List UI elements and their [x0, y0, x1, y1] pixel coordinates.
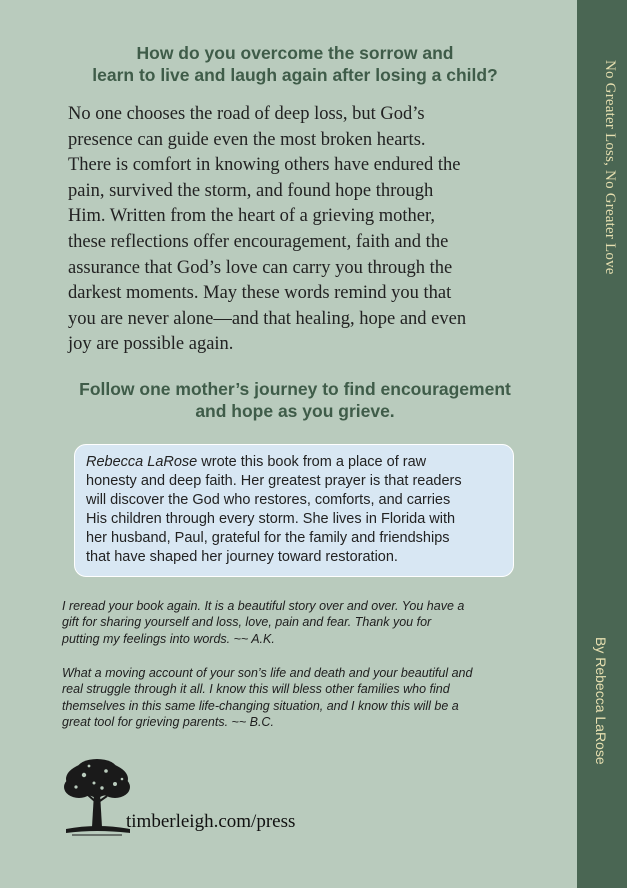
testimonial-line: I reread your book again. It is a beautiful story over and over. You have a — [62, 599, 465, 613]
bio-text: wrote this book from a place of raw — [197, 454, 427, 470]
headline — [40, 42, 550, 86]
bio-line — [86, 453, 503, 472]
description-line: you are never alone—and that healing, hope and even — [68, 308, 467, 329]
bio-line: honesty and deep faith. Her greatest prayer is that readers — [86, 473, 462, 489]
description-line: joy are possible again. — [68, 334, 234, 355]
tree-icon — [62, 757, 132, 839]
description-line: these reflections offer encouragement, faith and the — [68, 231, 449, 252]
book-description — [68, 102, 528, 358]
testimonial-line: What a moving account of your son’s life and death and your beautiful and — [62, 666, 473, 680]
bio-line: will discover the God who restores, comforts, and carries — [86, 492, 451, 508]
testimonial-line: great tool for grieving parents. ~~ B.C. — [62, 714, 274, 729]
headline-line: learn to live and laugh again after losing a child? — [92, 65, 498, 85]
author-name: Rebecca LaRose — [86, 454, 198, 470]
description-line: darkest moments. May these words remind you that — [68, 283, 452, 304]
spine-author: By Rebecca LaRose — [593, 637, 609, 765]
description-line: Him. Written from the heart of a grieving mother, — [68, 206, 436, 227]
description-line: presence can guide even the most broken hearts. — [68, 129, 426, 150]
testimonial-line: putting my feelings into words. ~~ A.K. — [62, 631, 275, 646]
bio-line: that have shaped her journey toward restoration. — [86, 549, 398, 565]
spine-title: No Greater Loss, No Greater Love — [602, 60, 618, 275]
bio-line: her husband, Paul, grateful for the family and friendships — [86, 530, 450, 546]
headline-line: How do you overcome the sorrow and — [136, 43, 454, 63]
testimonial — [62, 598, 542, 647]
description-line: assurance that God’s love can carry you through the — [68, 257, 453, 278]
bio-line: His children through every storm. She lives in Florida with — [86, 511, 456, 527]
description-line: pain, survived the storm, and found hope through — [68, 180, 434, 201]
author-bio-box — [74, 444, 514, 577]
description-line: There is comfort in knowing others have endured the — [68, 155, 461, 176]
publisher-url[interactable]: timberleigh.com/press — [126, 811, 296, 832]
tagline-line: Follow one mother’s journey to find encouragement — [79, 379, 511, 399]
tagline-line: and hope as you grieve. — [195, 401, 395, 421]
description-line: No one chooses the road of deep loss, but God’s — [68, 104, 425, 124]
tagline — [40, 378, 550, 422]
testimonial-line: gift for sharing yourself and loss, love, pain and fear. Thank you for — [62, 615, 432, 630]
testimonial-line: real struggle through it all. I know this will bless other families who find — [62, 682, 450, 697]
testimonial-line: themselves in this same life-changing situation, and I know this will be a — [62, 698, 459, 713]
testimonial — [62, 665, 542, 730]
